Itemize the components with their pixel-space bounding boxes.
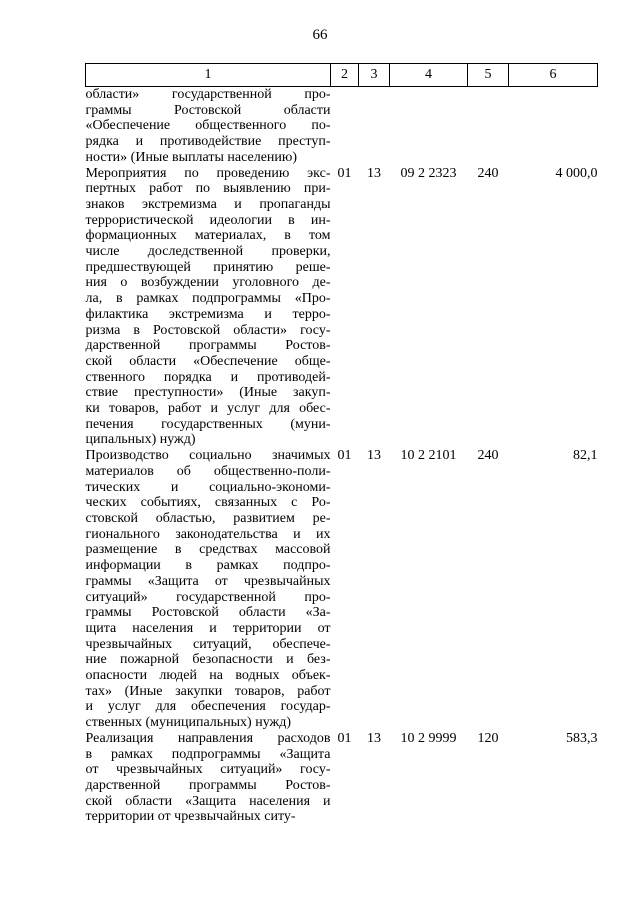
description-line: ности» (Иные выплаты населению) <box>85 149 298 165</box>
description-line: числе доследственной проверки, <box>85 244 331 260</box>
description-line: ской области «Обеспечение обще- <box>85 353 331 369</box>
row-description <box>86 448 331 731</box>
expense-type-code <box>468 87 509 166</box>
description-line: ственного порядка и противодей- <box>85 369 331 385</box>
table-row <box>86 731 598 825</box>
description-line: ла, в рамках подпрограммы «Про- <box>85 291 331 307</box>
description-line: предшествующей принятию реше- <box>85 259 331 275</box>
table-header-row <box>86 64 598 87</box>
description-line: ствие преступности» (Иные закуп- <box>85 385 331 401</box>
description-line: ния о возбуждении уголовного де- <box>85 275 331 291</box>
description-line: размещение в средствах массовой <box>85 542 331 558</box>
description-line: ситуаций» государственной про- <box>85 589 331 605</box>
description-line: ципальных) нужд) <box>85 432 196 448</box>
section-code: 01 <box>337 730 352 746</box>
description-line: дарственной программы Ростов- <box>85 777 331 793</box>
description-line: и услуг для обеспечения государ- <box>85 699 331 715</box>
description-line: материалов об общественно-поли- <box>85 463 331 479</box>
description-line: ние пожарной безопасности и без- <box>85 652 331 668</box>
description-line: щита населения и территории от <box>85 620 331 636</box>
column-header: 2 <box>331 64 359 87</box>
amount: 583,3 <box>566 730 598 746</box>
subsection-code: 13 <box>367 730 381 746</box>
column-header: 1 <box>86 64 331 87</box>
description-line: знаков экстремизма и пропаганды <box>85 196 331 212</box>
description-line: области» государственной про- <box>85 87 331 102</box>
expense-type-code: 120 <box>477 730 499 746</box>
table-row <box>86 166 598 449</box>
description-line: Производство социально значимых <box>85 448 331 464</box>
description-line: тических и социально-экономи- <box>85 479 331 495</box>
column-header: 4 <box>390 64 468 87</box>
description-line: тах» (Иные закупки товаров, работ <box>85 683 331 699</box>
expense-type-code: 240 <box>477 165 499 181</box>
description-line: от чрезвычайных ситуаций» госу- <box>85 762 331 778</box>
target-article-code: 10 2 2101 <box>400 448 457 464</box>
page-number: 66 <box>312 27 328 43</box>
description-line: граммы Ростовской области <box>85 102 331 118</box>
section-code: 01 <box>337 165 352 181</box>
subsection-code <box>359 87 390 166</box>
row-description <box>86 166 331 449</box>
description-line: пертных работ по выявлению при- <box>85 181 331 197</box>
target-article-code <box>390 87 468 166</box>
description-line: дарственной программы Ростов- <box>85 338 331 354</box>
description-line: Мероприятия по проведению экс- <box>85 165 331 181</box>
description-line: террористической идеологии в ин- <box>85 212 331 228</box>
budget-table <box>85 63 598 825</box>
table-row <box>86 87 598 166</box>
description-line: ственных (муниципальных) нужд) <box>85 715 291 731</box>
subsection-code: 13 <box>367 165 381 181</box>
description-line: территории от чрезвычайных ситу- <box>85 809 296 825</box>
description-line: печения государственных (муни- <box>85 416 331 432</box>
amount <box>509 87 598 166</box>
description-line: ческих событиях, связанных с Ро- <box>85 495 331 511</box>
row-description <box>86 731 331 825</box>
target-article-code: 10 2 9999 <box>400 730 457 746</box>
amount: 4 000,0 <box>555 165 598 181</box>
description-line: чрезвычайных ситуаций, обеспече- <box>85 636 331 652</box>
description-line: стовской областью, развитием ре- <box>85 510 331 526</box>
column-header: 5 <box>468 64 509 87</box>
table-row <box>86 448 598 731</box>
description-line: ской области «Защита населения и <box>85 793 331 809</box>
column-header: 6 <box>509 64 598 87</box>
description-line: формационных материалах, в том <box>85 228 331 244</box>
section-code: 01 <box>337 448 352 464</box>
target-article-code: 09 2 2323 <box>400 165 457 181</box>
amount: 82,1 <box>573 448 598 464</box>
description-line: рядка и противодействие преступ- <box>85 134 331 150</box>
description-line: информации в рамках подпро- <box>85 558 331 574</box>
description-line: граммы «Защита от чрезвычайных <box>85 573 331 589</box>
description-line: гионального законодательства и их <box>85 526 331 542</box>
column-header: 3 <box>359 64 390 87</box>
expense-type-code: 240 <box>477 448 499 464</box>
section-code <box>331 87 359 166</box>
description-line: в рамках подпрограммы «Защита <box>85 746 331 762</box>
description-line: «Обеспечение общественного по- <box>85 118 331 134</box>
description-line: опасности людей на водных объек- <box>85 668 331 684</box>
description-line: ризма в Ростовской области» госу- <box>85 322 331 338</box>
description-line: Реализация направления расходов <box>85 730 331 746</box>
subsection-code: 13 <box>367 448 381 464</box>
description-line: филактика экстремизма и терро- <box>85 306 331 322</box>
description-line: граммы Ростовской области «За- <box>85 605 331 621</box>
row-description <box>86 87 331 166</box>
description-line: ки товаров, работ и услуг для обес- <box>85 401 331 417</box>
